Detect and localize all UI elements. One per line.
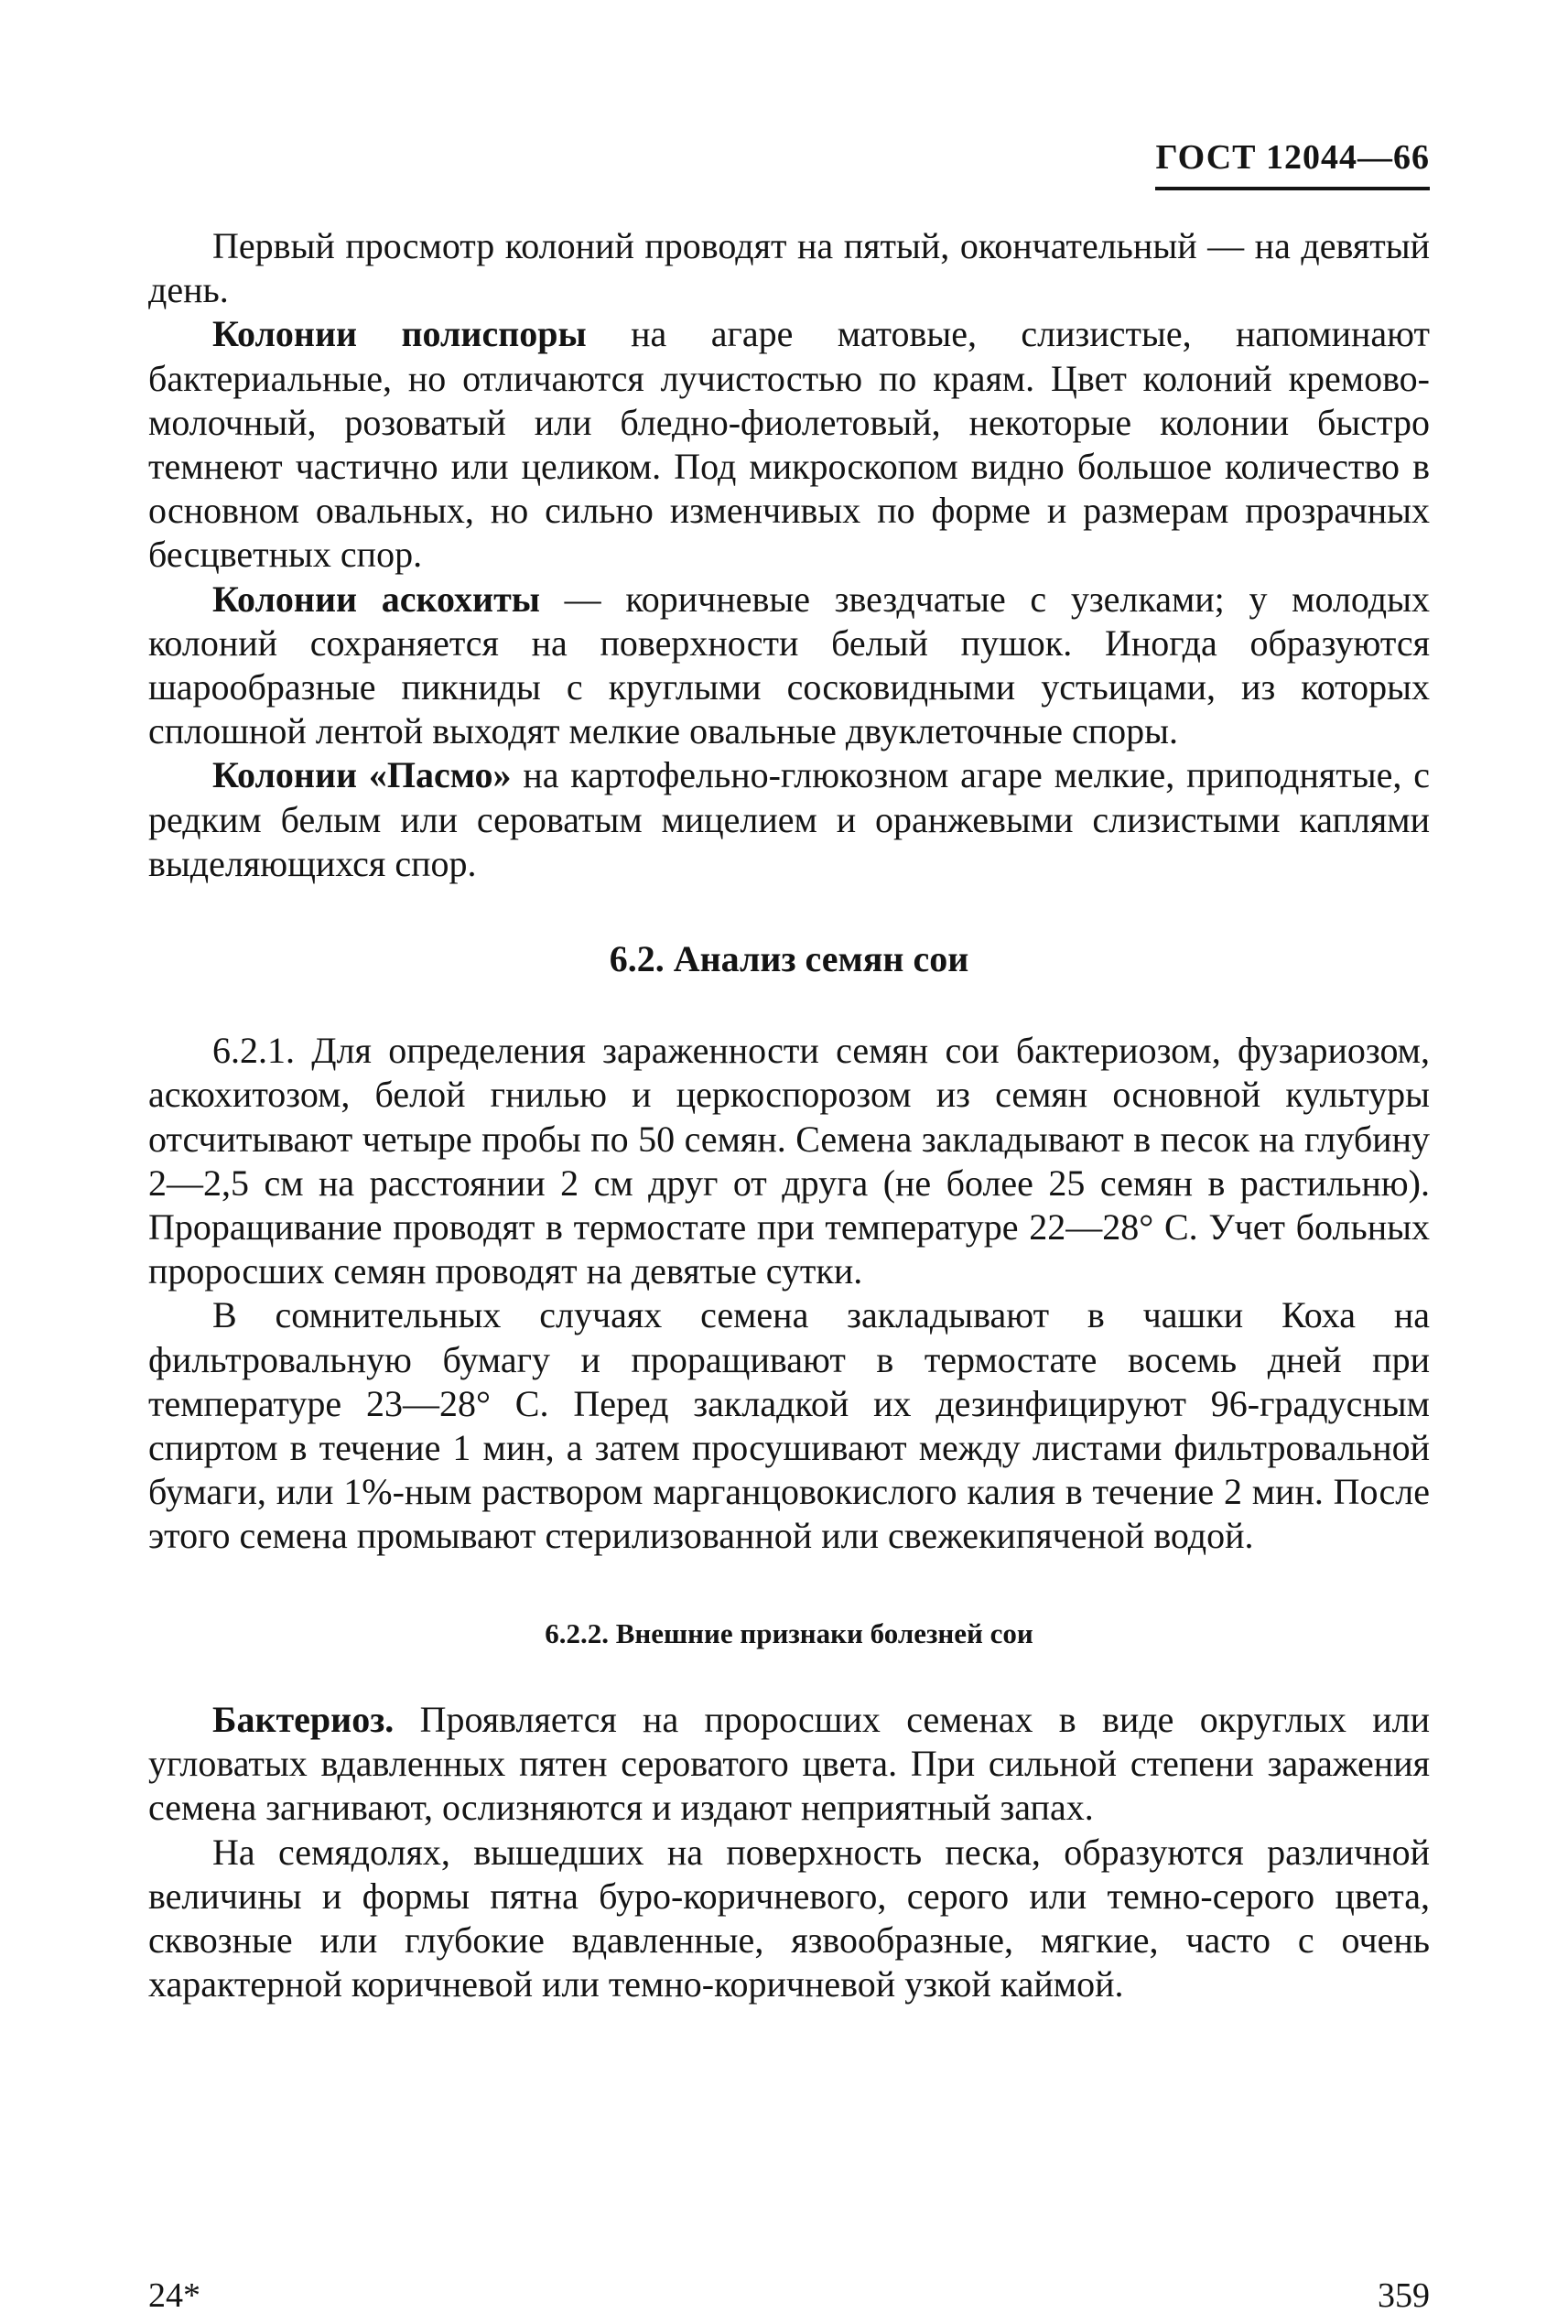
text-bacteriosis: Проявляется на проросших семенах в виде округлых или угловатых вдавленных пятен сероватого цвета. При сильной степени заражения семена загнивают, ослизняются и издают неприятный запах. [148, 1698, 1430, 1829]
term-bacteriosis: Бактериоз. [212, 1698, 395, 1740]
paragraph-polyspora [148, 312, 1430, 577]
paragraph-6-2-1: 6.2.1. Для определения зараженности семян сои бактериозом, фузариозом, аскохитозом, белой гнилью и церкоспорозом из семян основной культуры отсчитывают четыре пробы по 50 семян. Семена закладывают в песок на глубину 2—2,5 см на расстоянии 2 см друг от друга (не более 25 семян в растильню). Проращивание проводят в термостате при температуре 22—28° С. Учет больных проросших семян проводят на девятые сутки. [148, 1030, 1430, 1292]
paragraph-cotyledons: На семядолях, вышедших на поверхность песка, образуются различной величины и формы пятна буро-коричневого, серого или темно-серого цвета, сквозные или глубокие вдавленные, язвообразные, мягкие, часто с очень характерной коричневой или темно-коричневой узкой каймой. [148, 1831, 1430, 2005]
paragraph-doubtful-cases: В сомнительных случаях семена закладывают в чашки Коха на фильтровальную бумагу и проращивают в термостате восемь дней при температуре 23—28° С. Перед закладкой их дезинфицируют 96-градусным спиртом в течение 1 мин, а затем просушивают между листами фильтровальной бумаги, или 1%-ным раствором марганцовокислого калия в течение 2 мин. После этого семена промывают стерилизованной или свежекипяченой водой. [148, 1294, 1430, 1557]
standard-header: ГОСТ 12044—66 [1155, 137, 1430, 190]
term-polyspora: Колонии полиспоры [212, 313, 587, 355]
text-pasmo: на картофельно-глюкозном агаре мелкие, приподнятые, с редким белым или сероватым мицелием и оранжевыми слизистыми каплями выделяющихся спор. [148, 754, 1430, 884]
text-polyspora: на агаре матовые, слизистые, напоминают бактериальные, но отличаются лучистостью по краям. Цвет колоний кремово-молочный, розоватый или бледно-фиолетовый, некоторые колонии быстро темнеют частично или целиком. Под микроскопом видно большое количество в основном овальных, но сильно изменчивых по форме и размерам прозрачных бесцветных спор. [148, 313, 1430, 576]
body-text [148, 224, 1430, 2006]
text-ascochyta: — коричневые звездчатые с узелками; у молодых колоний сохраняется на поверхности белый пушок. Иногда образуются шарообразные пикниды с круглыми сосковидными устьицами, из которых сплошной лентой выходят мелкие овальные двуклеточные споры. [148, 578, 1430, 752]
term-ascochyta: Колонии аскохиты [212, 578, 540, 620]
section-title: 6.2. Анализ семян сои [609, 938, 969, 980]
page-number: 359 [1378, 2276, 1430, 2315]
paragraph-ascochyta [148, 578, 1430, 754]
term-pasmo: Колонии «Пасмо» [212, 754, 512, 796]
printer-signature: 24* [148, 2276, 200, 2315]
paragraph-pasmo [148, 753, 1430, 886]
subsection-title: 6.2.2. Внешние признаки болезней сои [545, 1616, 1033, 1649]
paragraph-first-view: Первый просмотр колоний проводят на пятый, окончательный — на девятый день. [148, 225, 1430, 311]
paragraph-bacteriosis [148, 1698, 1430, 1831]
